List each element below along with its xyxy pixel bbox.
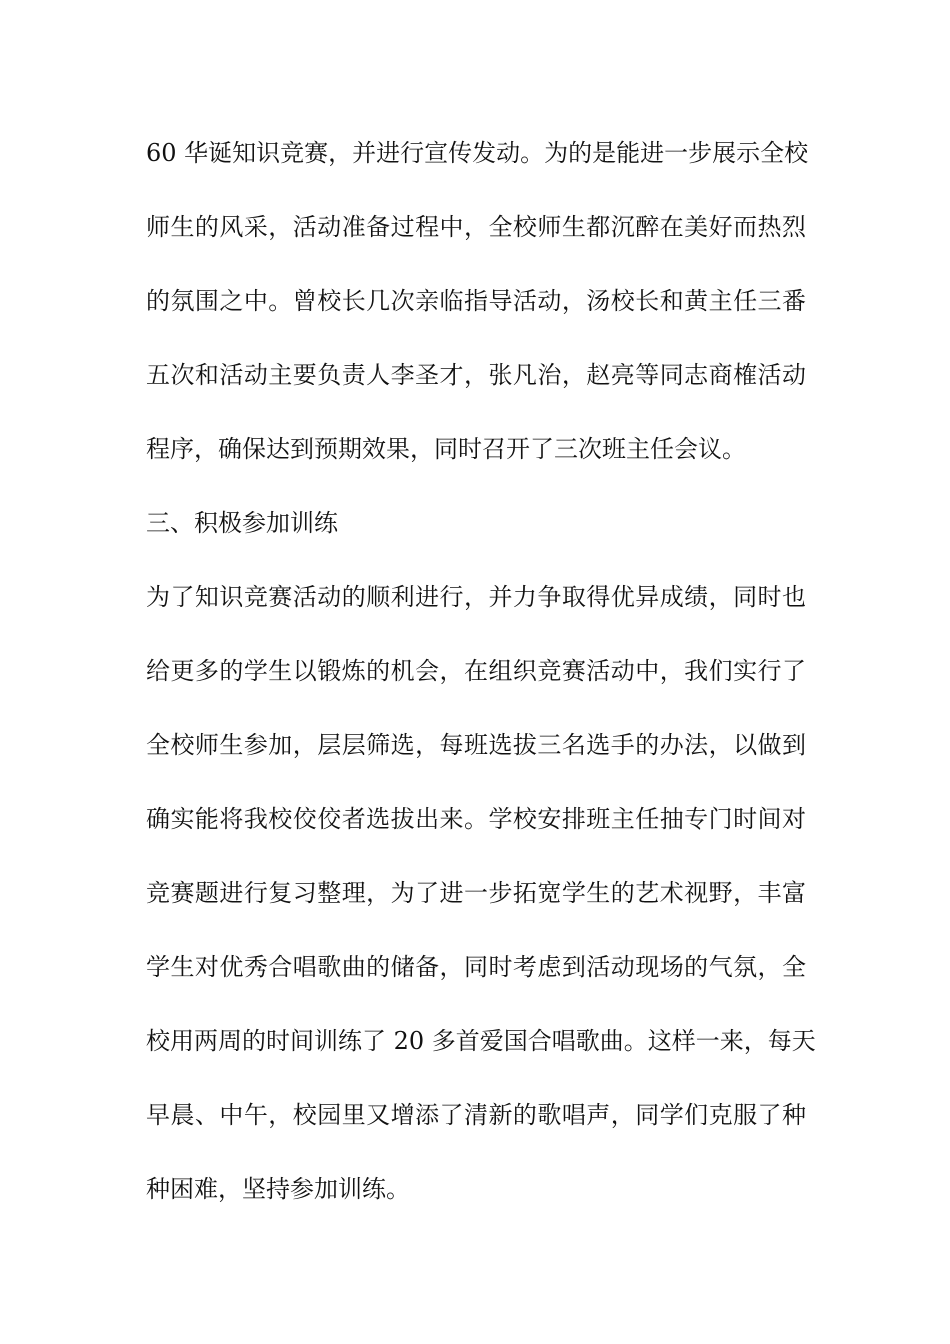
paragraph-line: 的氛围之中。曾校长几次亲临指导活动，汤校长和黄主任三番 [146,287,806,315]
paragraph-line: 早晨、中午，校园里又增添了清新的歌唱声，同学们克服了种 [146,1101,806,1129]
paragraph-line: 为了知识竞赛活动的顺利进行，并力争取得优异成绩，同时也 [146,583,806,611]
paragraph-line: 程序，确保达到预期效果，同时召开了三次班主任会议。 [146,435,746,463]
paragraph-line: 给更多的学生以锻炼的机会，在组织竞赛活动中，我们实行了 [146,657,806,685]
paragraph-line: 种困难，坚持参加训练。 [146,1175,410,1203]
paragraph-line: 60 华诞知识竞赛，并进行宣传发动。为的是能进一步展示全校 [146,139,809,167]
paragraph-line: 校用两周的时间训练了 20 多首爱国合唱歌曲。这样一来，每天 [146,1027,816,1055]
paragraph-line: 确实能将我校佼佼者选拔出来。学校安排班主任抽专门时间对 [146,805,806,833]
paragraph-line: 学生对优秀合唱歌曲的储备，同时考虑到活动现场的气氛，全 [146,953,806,981]
section-heading: 三、积极参加训练 [146,509,338,537]
paragraph-line: 全校师生参加，层层筛选，每班选拔三名选手的办法，以做到 [146,731,806,759]
paragraph-line: 竞赛题进行复习整理，为了进一步拓宽学生的艺术视野，丰富 [146,879,806,907]
paragraph-line: 师生的风采，活动准备过程中，全校师生都沉醉在美好而热烈 [146,213,806,241]
paragraph-line: 五次和活动主要负责人李圣才，张凡治，赵亮等同志商榷活动 [146,361,806,389]
